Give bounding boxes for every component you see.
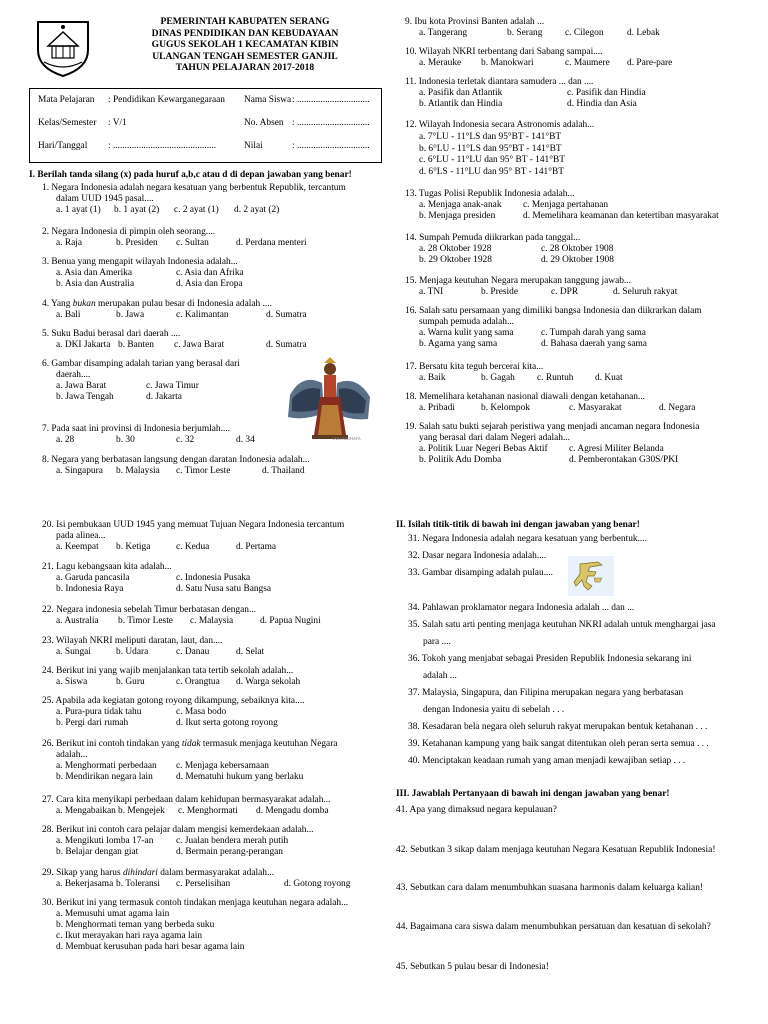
question-stem: 22. Negara indonesia sebelah Timur berbatasan dengan... [42,605,257,615]
question-12 [405,120,755,179]
isian-36: 36. Tokoh yang menjabat sebagai Presiden Republik Indonesia sekarang ini [408,654,692,664]
option-d[interactable]: d. Gotong royong [284,879,351,890]
question-21 [42,562,382,595]
option-c[interactable]: c. Masa bodo [176,707,227,718]
option-b[interactable]: b. Belajar dengan giat [56,847,139,858]
question-stem: 19. Salah satu bukti sejarah peristiwa yang menjadi ancaman negara Indonesia [405,422,700,432]
option-d[interactable]: d. Hindia dan Asia [567,99,637,110]
option-a[interactable]: a. 1 ayat (1) [56,205,101,216]
kelas-value: : V/1 [108,118,127,128]
question-11 [405,77,755,110]
option-a[interactable]: a. Warna kulit yang sama [419,328,514,339]
question-stem: 30. Berikut ini yang termasuk contoh tindakan menjaga keutuhan negara adalah... [42,898,349,908]
isian-37: 37. Malaysia, Singapura, dan Filipina merupakan negara yang berbatasan [408,688,684,698]
option-b[interactable]: b. Kelompok [481,403,530,414]
option-c[interactable]: c. Perselisihan [176,879,231,890]
option-d[interactable]: d. Mematuhi hukum yang berlaku [176,772,304,783]
island-map-image [568,556,614,596]
option-c[interactable]: c. Asia dan Afrika [176,268,244,279]
kelas-label: Kelas/Semester [38,118,97,128]
option-c[interactable]: c. Orangtua [176,677,220,688]
option-c[interactable]: c. Menjaga pertahanan [523,200,609,211]
isian-35: 35. Salah satu arti penting menjaga keutuhan NKRI adalah untuk menghargai jasa [408,620,716,630]
option-c[interactable]: c. Jualan bendera merah putih [176,836,289,847]
option-c[interactable]: c. Sultan [176,238,209,249]
student-info-box [29,88,382,163]
question-stem: 14. Sumpah Pemuda diikrarkan pada tanggal... [405,233,581,243]
option-c[interactable]: c. 2 ayat (1) [174,205,219,216]
option-b[interactable]: b. 29 Oktober 1928 [419,255,492,266]
option-c[interactable]: c. 32 [176,435,195,446]
option-b[interactable]: b. Menghormati teman yang berbeda suku [56,920,215,931]
question-stem: 3. Benua yang mengapit wilayah Indonesia adalah... [42,257,238,267]
question-stem: 7. Pada saat ini provinsi di Indonesia berjumlah.... [42,424,230,434]
isian-33: 33. Gambar disamping adalah pulau.... [408,568,554,578]
header-line-2: DINAS PENDIDIKAN DAN KEBUDAYAAN [151,27,339,39]
option-d[interactable]: d. 6°LS - 11°LU dan 95° BT - 141°BT [419,167,564,177]
question-stem-start: 29. Sikap yang harus [42,868,123,878]
option-c[interactable]: c. Menjaga kebersamaan [176,761,269,772]
option-b[interactable]: b. Indonesia Raya [56,584,124,595]
question-stem-emphasis: tidak [181,739,201,749]
question-27 [42,795,382,817]
question-stem-emphasis: dihindari [122,868,158,878]
option-d[interactable]: d. Pemberontakan G30S/PKI [569,455,679,466]
option-d[interactable]: d. Jakarta [146,392,182,403]
option-d[interactable]: d. Membuat kerusuhan pada hari besar agama lain [56,942,245,953]
option-a[interactable]: a. Mengabaikan [56,806,116,817]
option-c[interactable]: c. 6°LU - 11°LU dan 95° BT - 141°BT [419,155,565,166]
option-c[interactable]: c. DPR [551,287,579,298]
option-c[interactable]: c. Kalimantan [176,310,229,321]
question-stem-emphasis: bukan [72,299,96,309]
isian-40: 40. Menciptakan keadaan rumah yang aman menjadi kewajiban setiap . . . [408,756,686,766]
question-1 [42,183,382,216]
option-d[interactable]: d. Bermain perang-perangan [176,847,283,858]
header-line-1: PEMERINTAH KABUPATEN SERANG [160,16,330,27]
option-c[interactable]: c. Jawa Barat [174,340,225,351]
option-a[interactable]: a. Menjaga anak-anak [419,200,502,211]
option-d[interactable]: d. Sumatra [266,340,307,351]
question-stem-end: dalam bermasyarakat adalah... [157,868,274,878]
question-stem: 5. Suku Badui berasal dari daerah .... [42,329,181,339]
option-a[interactable]: a. Bali [56,310,81,321]
question-stem: 8. Negara yang berbatasan langsung dengan daratan Indonesia adalah... [42,455,310,465]
option-d[interactable]: d. Seluruh rakyat [613,287,678,298]
option-c[interactable]: c. Pasifik dan Hindia [567,88,646,99]
option-b[interactable]: b. Jawa [116,310,145,321]
question-stem: 25. Apabila ada kegiatan gotong royong dikampung, sebaiknya kita.... [42,696,305,706]
option-a[interactable]: a. Garuda pancasila [56,573,130,584]
option-c[interactable]: c. Timor Leste [176,466,231,477]
question-14 [405,233,755,266]
question-24 [42,666,382,688]
option-a[interactable]: a. Tangerang [419,28,468,39]
isian-38: 38. Kesadaran bela negara oleh seluruh rakyat merupakan bentuk ketahanan . . . [408,722,708,732]
section-3-title: III. Jawablah Pertanyaan di bawah ini dengan jawaban yang benar! [396,789,670,799]
dancer-image-caption: TARI BEDHAYA [332,436,361,441]
option-b[interactable]: b. Banten [118,340,154,351]
option-b[interactable]: b. Agama yang sama [419,339,498,350]
option-a[interactable]: a. 28 [56,435,75,446]
option-c[interactable]: c. Masyarakat [569,403,622,414]
question-stem: 16. Salah satu persamaan yang dimiliki bangsa Indonesia dan diikrarkan dalam [405,306,702,316]
option-b[interactable]: b. Manokwari [481,58,534,69]
dancer-image [282,355,377,445]
question-stem-start: 4. Yang [42,299,73,309]
question-stem: 28. Berikut ini contoh cara pelajar dalam mengisi kemerdekaan adalah... [42,825,314,835]
option-b[interactable]: b. 1 ayat (2) [114,205,160,216]
option-d[interactable]: d. 29 Oktober 1908 [541,255,614,266]
option-a[interactable]: a. Memusuhi umat agama lain [56,909,170,920]
option-d[interactable]: d. 34 [236,435,255,446]
option-d[interactable]: d. Satu Nusa satu Bangsa [176,584,272,595]
section-1-title: I. Berilah tanda silang (x) pada huruf a,b,c atau d di depan jawaban yang benar! [29,170,352,180]
essay-44: 44. Bagaimana cara siswa dalam menumbuhkan persatuan dan kesatuan di sekolah? [396,922,711,932]
option-d[interactable]: d. Warga sekolah [236,677,301,688]
question-stem: 17. Bersatu kita teguh bercerai kita... [405,362,544,372]
option-d[interactable]: d. Papua Nugini [260,616,321,627]
absen-value[interactable]: : ............................... [292,118,370,128]
option-a[interactable]: a. 28 Oktober 1928 [419,244,492,255]
question-28 [42,825,382,858]
question-16 [405,306,765,350]
option-b[interactable]: b. 30 [116,435,135,446]
option-d[interactable]: d. Ikut serta gotong royong [176,718,278,729]
question-stem: 18. Memelihara ketahanan nasional diawali dengan ketahanan... [405,392,646,402]
question-stem-cont: daerah.... [56,370,91,381]
option-d[interactable]: d. Selat [236,647,265,658]
option-a[interactable]: a. Jawa Barat [56,381,107,392]
school-logo [34,16,92,78]
isian-36-cont: adalah ... [423,671,457,681]
question-10 [405,47,755,69]
option-a[interactable]: a. Politik Luar Negeri Bebas Aktif [419,444,548,455]
essay-41: 41. Apa yang dimaksud negara kepulauan? [396,805,557,815]
question-stem: 20. Isi pembukaan UUD 1945 yang memuat Tujuan Negara Indonesia tercantum [42,520,345,530]
isian-31: 31. Negara Indonesia adalah negara kesatuan yang berbentuk.... [408,534,647,544]
essay-42: 42. Sebutkan 3 sikap dalam menjaga keutuhan Negara Kesatuan Republik Indonesia! [396,845,716,855]
option-a[interactable]: a. Bekerjasama [56,879,114,890]
option-b[interactable]: b. Pergi dari rumah [56,718,129,729]
question-stem: 13. Tugas Polisi Republik Indonesia adalah... [405,189,575,199]
option-b[interactable]: b. Preside [481,287,518,298]
nilai-label: Nilai [244,141,263,151]
option-d[interactable]: d. Lebak [627,28,660,39]
option-c[interactable]: c. Maumere [565,58,610,69]
question-stem: 12. Wilayah Indonesia secara Astronomis adalah... [405,120,595,130]
question-8 [42,455,382,477]
option-b[interactable]: b. Asia dan Australia [56,279,135,290]
option-a[interactable]: a. Baik [419,373,446,384]
question-stem: 9. Ibu kota Provinsi Banten adalah ... [405,17,545,27]
isian-34: 34. Pahlawan proklamator negara Indonesia adalah ... dan ... [408,603,635,613]
question-stem: 27. Cara kita menyikapi perbedaan dalam kehidupan bermasyarakat adalah... [42,795,331,805]
option-c[interactable]: c. Tumpah darah yang sama [541,328,646,339]
option-d[interactable]: d. 2 ayat (2) [234,205,280,216]
option-d[interactable]: d. Mengadu domba [256,806,329,817]
option-c[interactable]: c. Ikut merayakan hari raya agama lain [56,931,203,942]
option-b[interactable]: b. Atlantik dan Hindia [419,99,503,110]
mapel-value: : Pendidikan Kewarganegaraan [108,95,225,105]
option-d[interactable]: d. Sumatra [266,310,307,321]
question-stem: 1. Negara Indonesia adalah negara kesatuan yang berbentuk Republik, tercantum [42,183,346,193]
option-b[interactable]: b. Timor Leste [118,616,173,627]
question-stem: 6. Gambar disamping adalah tarian yang berasal dari [42,359,240,369]
option-d[interactable]: d. Memelihara keamanan dan ketertiban masyarakat [523,211,719,222]
question-stem-start: 26. Berikut ini contoh tindakan yang [42,739,182,749]
option-a[interactable]: a. Sungai [56,647,91,658]
mapel-label: Mata Pelajaran [38,95,95,105]
question-22 [42,605,382,627]
option-d[interactable]: d. Thailand [262,466,305,477]
question-3 [42,257,382,290]
option-a[interactable]: a. Mengikuti lomba 17-an [56,836,154,847]
question-30 [42,898,382,953]
option-a[interactable]: a. Pasifik dan Atlantik [419,88,503,99]
option-a[interactable]: a. DKI Jakarta [56,340,111,351]
option-c[interactable]: c. Malaysia [190,616,234,627]
question-stem: 24. Berikut ini yang wajib menjalankan tata tertib sekolah adalah... [42,666,294,676]
option-d[interactable]: d. Perdana menteri [236,238,307,249]
option-c[interactable]: c. Runtuh [537,373,574,384]
question-26 [42,739,382,783]
question-18 [405,392,755,414]
header-line-5: TAHUN PELAJARAN 2017-2018 [175,62,315,73]
question-29 [42,868,382,890]
question-5 [42,329,382,351]
hari-label: Hari/Tanggal [38,141,88,151]
option-c[interactable]: c. Danau [176,647,210,658]
header-line-4: ULANGAN TENGAH SEMESTER GANJIL [152,50,338,62]
essay-45: 45. Sebutkan 5 pulau besar di Indonesia! [396,962,549,972]
option-b[interactable]: b. Menjaga presiden [419,211,496,222]
option-c[interactable]: c. Indonesia Pusaka [176,573,251,584]
nama-label: Nama Siswa [244,95,292,105]
nilai-value[interactable]: : ............................... [292,141,370,151]
question-stem: 21. Lagu kebangsaan kita adalah... [42,562,172,572]
question-20 [42,520,382,553]
option-a[interactable]: a. Pura-pura tidak tahu [56,707,142,718]
absen-label: No. Absen [244,118,284,128]
question-23 [42,636,382,658]
option-a[interactable]: a. Siswa [56,677,88,688]
option-c[interactable]: c. Jawa Timur [146,381,199,392]
option-d[interactable]: d. Asia dan Eropa [176,279,243,290]
option-c[interactable]: c. Agresi Militer Belanda [569,444,664,455]
essay-43: 43. Sebutkan cara dalam menumbuhkan suasana harmonis dalam keluarga kalian! [396,883,704,893]
question-stem-cont: adalah... [56,750,88,761]
question-7 [42,424,282,446]
option-b[interactable]: b. Jawa Tengah [56,392,114,403]
option-b[interactable]: b. Politik Adu Domba [419,455,502,466]
question-2 [42,227,382,249]
option-d[interactable]: d. Pertama [236,542,277,553]
question-15 [405,276,755,298]
question-stem: 2. Negara Indonesia di pimpin oleh seorang.... [42,227,216,237]
option-a[interactable]: a. Keempat [56,542,99,553]
question-stem-cont: sumpah pemuda adalah... [419,317,515,328]
header-line-3: GUGUS SEKOLAH 1 KECAMATAN KIBIN [151,39,339,50]
nama-value[interactable]: : ............................... [292,95,370,105]
option-d[interactable]: d. Pare-pare [627,58,673,69]
option-c[interactable]: c. Cilegon [565,28,604,39]
question-stem: 11. Indonesia terletak diantara samudera ... dan .... [405,77,594,87]
isian-35-cont: para .... [423,637,451,647]
question-13 [405,189,765,222]
option-c[interactable]: c. Menghormati [178,806,238,817]
header-title-block [120,16,370,74]
question-25 [42,696,382,729]
question-stem: 10. Wilayah NKRI terbentang dari Sabang sampai.... [405,47,603,57]
option-b[interactable]: b. Udara [116,647,149,658]
option-b[interactable]: b. 6°LU - 11°LS dan 95°BT - 141°BT [419,143,562,154]
question-6 [42,359,282,403]
option-b[interactable]: b. Guru [116,677,145,688]
option-a[interactable]: a. Merauke [419,58,462,69]
question-stem-cont: dalam UUD 1945 pasal.... [56,194,154,205]
isian-39: 39. Ketahanan kampung yang baik sangat ditentukan oleh peran serta semua . . . [408,739,709,749]
option-a[interactable]: a. Australia [56,616,99,627]
option-a[interactable]: a. Raja [56,238,83,249]
option-b[interactable]: b. Presiden [116,238,158,249]
question-19 [405,422,765,466]
question-17 [405,362,755,384]
option-a[interactable]: a. Asia dan Amerika [56,268,133,279]
question-stem-end: termasuk menjaga keutuhan Negara [200,739,338,749]
option-d[interactable]: d. Kuat [595,373,623,384]
option-a[interactable]: a. Singapura [56,466,103,477]
option-a[interactable]: a. TNI [419,287,444,298]
option-b[interactable]: b. Mendirikan negara lain [56,772,153,783]
question-stem: 15. Menjaga keutuhan Negara merupakan tanggung jawab... [405,276,631,286]
isian-37-cont: dengan Indonesia yaitu di sebelah . . . [423,705,565,715]
option-a[interactable]: a. Menghormati perbedaan [56,761,157,772]
option-a[interactable]: a. 7°LU - 11°LS dan 95°BT - 141°BT [419,131,562,142]
option-b[interactable]: b. Toleransi [116,879,160,890]
option-b[interactable]: b. Ketiga [116,542,151,553]
option-c[interactable]: c. Kedua [176,542,210,553]
question-stem: 23. Wilayah NKRI meliputi daratan, laut, dan.... [42,636,223,646]
isian-32: 32. Dasar negara Indonesia adalah.... [408,551,547,561]
option-b[interactable]: b. Serang [507,28,543,39]
option-b[interactable]: b. Mengejek [118,806,165,817]
option-d[interactable]: d. Negara [659,403,696,414]
section-2-title: II. Isilah titik-titik di bawah ini dengan jawaban yang benar! [396,520,640,530]
option-c[interactable]: c. 28 Oktober 1908 [541,244,614,255]
question-stem-cont: pada alinea... [56,531,106,542]
question-stem-cont: yang berasal dari dalam Negeri adalah... [419,433,570,444]
question-9 [405,17,755,39]
option-b[interactable]: b. Gagah [481,373,515,384]
option-a[interactable]: a. Pribadi [419,403,455,414]
question-stem-end: merupakan pulau besar di Indonesia adalah .... [95,299,272,309]
option-b[interactable]: b. Malaysia [116,466,160,477]
hari-value[interactable]: : ............................................ [108,141,217,151]
option-d[interactable]: d. Bahasa daerah yang sama [541,339,647,350]
question-4 [42,299,382,321]
